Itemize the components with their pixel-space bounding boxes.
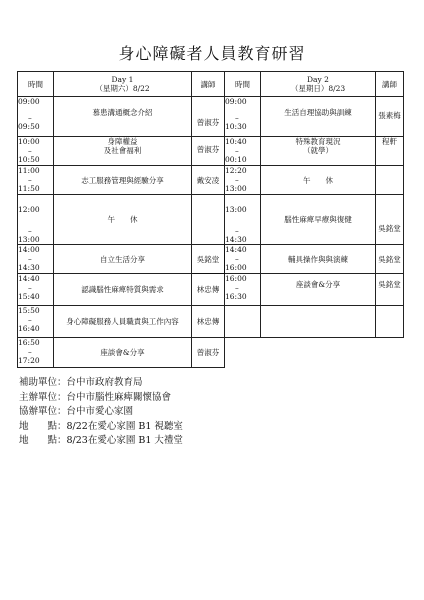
session-topic: 志工服務管理與經驗分享 — [54, 166, 192, 195]
empty-cell — [376, 306, 404, 338]
schedule-table — [17, 71, 404, 368]
header-day1-date: （星期六）8/22 — [95, 84, 150, 93]
speaker-name: 林忠傳 — [192, 274, 225, 306]
time-cell — [18, 274, 54, 306]
time-dash: – — [235, 226, 239, 235]
session-topic: 座談會&分享 — [54, 338, 192, 368]
organizer-line: 主辦單位：台中市腦性麻痺關懷協會 — [19, 391, 172, 403]
table-row — [18, 306, 404, 338]
end-time: 09:50 — [18, 122, 40, 131]
start-time: 09:00 — [18, 97, 40, 106]
time-dash: – — [235, 113, 239, 122]
speaker-name: 曾淑芬 — [192, 97, 225, 137]
end-time: 16:30 — [225, 292, 247, 301]
end-time: 00:10 — [225, 155, 247, 164]
table-header-row — [18, 72, 404, 97]
end-time: 13:00 — [225, 184, 247, 193]
venue-line-day2: 地 點：8/23在愛心家園 B1 大禮堂 — [19, 435, 183, 446]
session-topic: 生活自理協助與訓練 — [261, 97, 376, 137]
time-dash: – — [235, 254, 239, 263]
time-cell — [18, 97, 54, 137]
table-row — [18, 97, 404, 137]
start-time: 14:00 — [18, 245, 40, 254]
table-row — [18, 274, 404, 306]
end-time: 11:50 — [18, 184, 40, 193]
speaker-name: 林忠傳 — [192, 306, 225, 338]
header-time-day1: 時間 — [18, 72, 54, 97]
time-dash: – — [28, 283, 32, 292]
time-dash: – — [28, 226, 32, 235]
table-row — [18, 166, 404, 195]
speaker-name: 吳銘堂 — [376, 245, 404, 274]
time-dash: – — [28, 175, 32, 184]
empty-cell — [225, 306, 261, 338]
header-time-day2: 時間 — [225, 72, 261, 97]
start-time: 14:40 — [225, 245, 247, 254]
speaker-name: 戴安凌 — [192, 166, 225, 195]
header-day2-date: （星期日）8/23 — [290, 84, 346, 93]
start-time: 12:00 — [18, 205, 40, 214]
end-time: 17:20 — [18, 356, 40, 365]
end-time: 16:00 — [225, 263, 247, 272]
start-time: 15:50 — [18, 306, 40, 315]
table-row — [18, 195, 404, 245]
start-time: 14:40 — [18, 274, 40, 283]
speaker-name: 程軒 — [376, 137, 404, 166]
session-topic: 身心障礙服務人員職責與工作內容 — [54, 306, 192, 338]
time-dash: – — [28, 315, 32, 324]
venue-line-day1: 地 點：8/22在愛心家園 B1 視聽室 — [19, 420, 183, 432]
speaker-name: 張素梅 — [376, 97, 404, 137]
speaker-name: 吳銘堂 — [376, 195, 404, 245]
session-topic: 自立生活分享 — [54, 245, 192, 274]
session-topic: 輔具操作與與演練 — [261, 245, 376, 274]
session-topic: 腦性麻痺早療與復健 — [261, 195, 376, 245]
footer-info — [19, 376, 183, 449]
time-cell — [18, 306, 54, 338]
session-topic: 午 休 — [261, 166, 376, 195]
blank-cell — [376, 338, 404, 368]
sponsor-line: 補助單位：台中市政府教育局 — [19, 377, 143, 388]
start-time: 16:00 — [225, 274, 247, 283]
time-dash: – — [235, 146, 239, 155]
time-cell — [225, 245, 261, 274]
time-cell — [225, 97, 261, 137]
header-day1-label: Day 1 — [111, 75, 134, 84]
header-day2 — [261, 72, 376, 97]
end-time: 16:40 — [18, 324, 40, 333]
speaker-name: 吳銘堂 — [192, 245, 225, 274]
start-time: 16:50 — [18, 338, 40, 347]
table-row — [18, 245, 404, 274]
session-topic: 認識腦性麻痺特質與需求 — [54, 274, 192, 306]
time-cell — [225, 274, 261, 306]
time-dash: – — [28, 254, 32, 263]
speaker-name: 曾淑芬 — [192, 338, 225, 368]
start-time: 09:00 — [225, 97, 247, 106]
blank-cell — [261, 338, 376, 368]
time-cell — [225, 195, 261, 245]
end-time: 13:00 — [18, 235, 40, 244]
speaker-name: 吳銘堂 — [376, 274, 404, 306]
start-time: 13:00 — [225, 205, 247, 214]
end-time: 14:30 — [18, 263, 40, 272]
time-cell — [18, 137, 54, 166]
time-cell — [225, 166, 261, 195]
end-time: 10:30 — [225, 122, 247, 131]
start-time: 10:40 — [225, 137, 247, 146]
session-topic: 特殊教育現況 （就學） — [261, 137, 376, 166]
blank-cell — [225, 338, 261, 368]
start-time: 11:00 — [18, 166, 40, 175]
time-dash: – — [28, 347, 32, 356]
speaker-name: 曾淑芬 — [192, 137, 225, 166]
end-time: 14:30 — [225, 235, 247, 244]
time-cell — [18, 195, 54, 245]
table-row — [18, 137, 404, 166]
time-cell — [18, 245, 54, 274]
speaker-name — [376, 166, 404, 195]
co-organizer-line: 協辦單位：台中市愛心家園 — [19, 406, 134, 417]
start-time: 10:00 — [18, 137, 40, 146]
time-dash: – — [28, 113, 32, 122]
speaker-name — [192, 195, 225, 245]
time-cell — [225, 137, 261, 166]
end-time: 10:50 — [18, 155, 40, 164]
empty-cell — [261, 306, 376, 338]
header-day2-label: Day 2 — [307, 75, 329, 84]
time-cell — [18, 338, 54, 368]
time-cell — [18, 166, 54, 195]
session-topic: 身障權益 及社會福利 — [54, 137, 192, 166]
page-title: 身心障礙者人員教育研習 — [118, 44, 306, 63]
header-speaker-day1: 講師 — [192, 72, 225, 97]
session-topic: 午 休 — [54, 195, 192, 245]
time-dash: – — [235, 175, 239, 184]
start-time: 12:20 — [225, 166, 247, 175]
session-topic: 座談會&分享 — [261, 274, 376, 306]
time-dash: – — [28, 146, 32, 155]
header-speaker-day2: 講師 — [376, 72, 404, 97]
end-time: 15:40 — [18, 292, 40, 301]
time-dash: – — [235, 283, 239, 292]
table-row — [18, 338, 404, 368]
session-topic: 慕患溝通概念介紹 — [54, 97, 192, 137]
header-day1 — [54, 72, 192, 97]
